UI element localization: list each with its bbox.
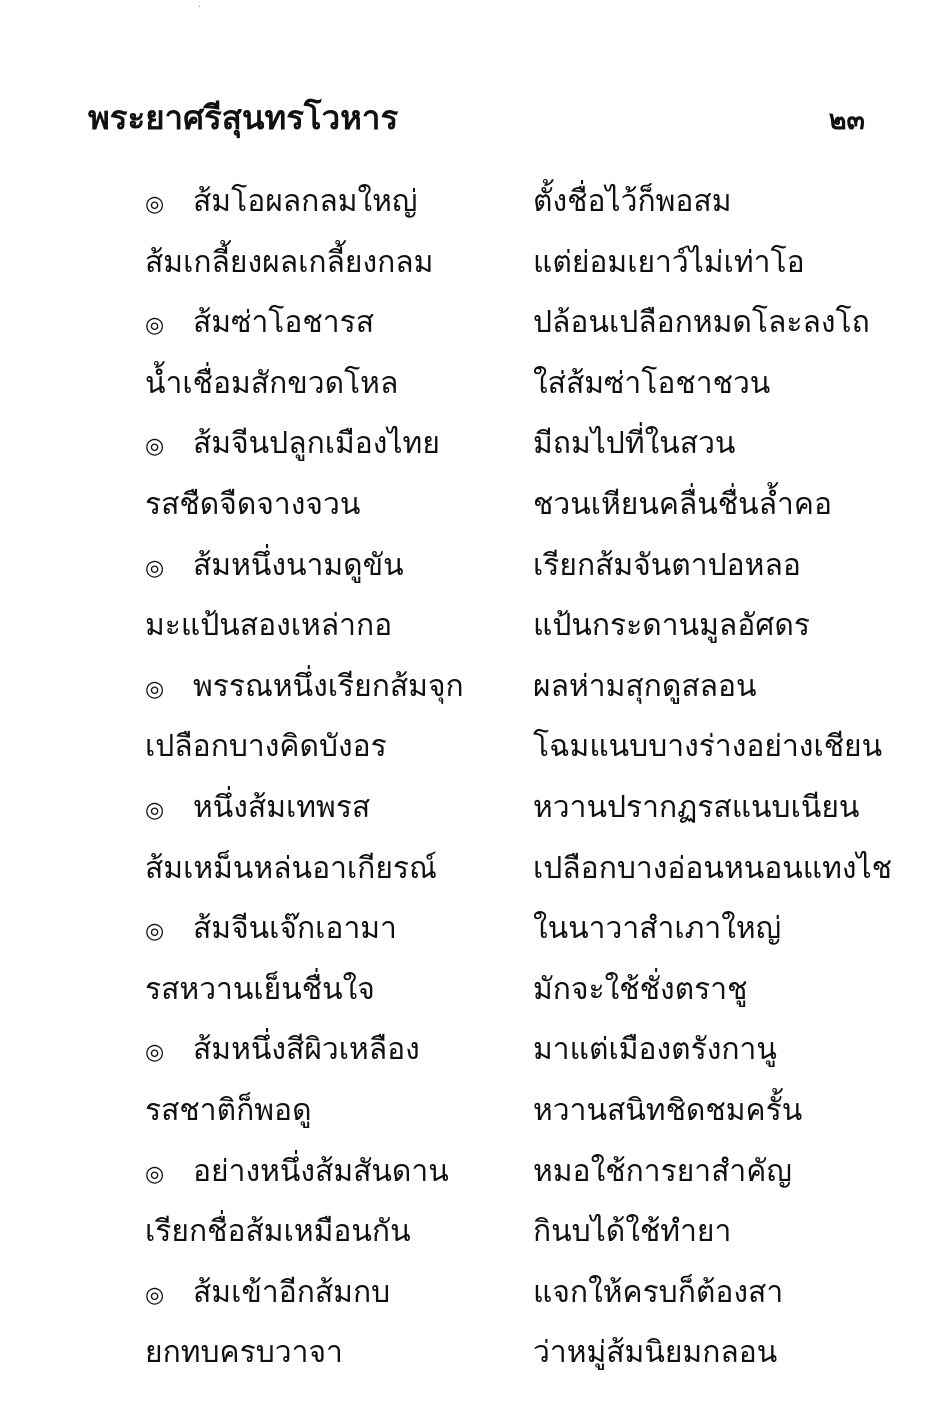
verse-right-text: เรียกส้มจันตาปอหลอ (533, 547, 801, 583)
verse-marker: ◎ (145, 313, 165, 339)
verse-right-text: ใส่ส้มซ่าโอชาชวน (533, 365, 771, 401)
verse-right-text: ชวนเหียนคลื่นชื่นล้ำคอ (533, 486, 832, 522)
verse-right-text: กินบได้ใช้ทำยา (533, 1214, 732, 1250)
verse-left-text: รสหวานเย็นชื่นใจ (145, 971, 375, 1007)
verse-left-text: ส้มหนึ่งนามดูขัน (193, 547, 404, 583)
verse-line (0, 350, 935, 411)
verse-line (0, 410, 935, 471)
verse-line (0, 1259, 935, 1320)
verse-right-text: ตั้งชื่อไว้ก็พอสม (533, 184, 732, 219)
verse-marker: ◎ (145, 797, 165, 823)
verse-line (0, 229, 935, 290)
verse-line (0, 835, 935, 896)
verse-line (0, 471, 935, 532)
verse-right-text: มาแต่เมืองตรังกานู (533, 1032, 777, 1068)
verse-line (0, 532, 935, 593)
verse-right-text: แป้นกระดานมูลอัศดร (533, 608, 810, 644)
verse-right-text: มีถมไปที่ในสวน (533, 426, 736, 462)
verse-right-text: ผลห่ามสุกดูสลอน (533, 668, 757, 704)
verse-left-text: เปลือกบางคิดบังอร (145, 729, 387, 765)
poem-body (0, 168, 935, 1380)
verse-left-text: ส้มจีนเจ๊กเอามา (193, 911, 397, 947)
verse-line (0, 592, 935, 653)
verse-right-text: แจกให้ครบก็ต้องสา (533, 1274, 784, 1310)
verse-marker: ◎ (145, 192, 165, 217)
verse-right-text: หมอใช้การยาสำคัญ (533, 1153, 792, 1189)
verse-left-text: ส้มโอผลกลมใหญ่ (193, 184, 418, 219)
verse-line (0, 1077, 935, 1138)
verse-line (0, 653, 935, 714)
verse-left-text: รสชาติก็พอดู (145, 1092, 312, 1128)
verse-right-text: แต่ย่อมเยาว์ไม่เท่าโอ (533, 244, 805, 280)
verse-line (0, 1198, 935, 1259)
verse-left-text: ส้มเกลี้ยงผลเกลี้ยงกลม (145, 244, 434, 280)
verse-right-text: เปลือกบางอ่อนหนอนแทงไช (533, 850, 892, 886)
verse-line (0, 1016, 935, 1077)
verse-left-text: ส้มหนึ่งสีผิวเหลือง (193, 1032, 420, 1068)
scan-speck: · (198, 2, 202, 13)
verse-left-text: พรรณหนึ่งเรียกส้มจุก (193, 668, 464, 704)
verse-right-text: หวานสนิทชิดชมครั้น (533, 1092, 803, 1128)
verse-right-text: มักจะใช้ชั่งตราชู (533, 971, 748, 1007)
verse-marker: ◎ (145, 555, 165, 581)
verse-left-text: เรียกชื่อส้มเหมือนกัน (145, 1214, 411, 1250)
verse-line (0, 713, 935, 774)
verse-marker: ◎ (145, 1161, 165, 1187)
verse-right-text: โฉมแนบบางร่างอย่างเชียน (533, 729, 883, 765)
verse-right-text: ว่าหมู่ส้มนิยมกลอน (533, 1335, 778, 1371)
verse-right-text: หวานปรากฏรสแนบเนียน (533, 789, 860, 825)
verse-line (0, 774, 935, 835)
verse-left-text: ยกทบครบวาจา (145, 1335, 343, 1371)
page-header-title: พระยาศรีสุนทรโวหาร (88, 98, 399, 137)
verse-line (0, 895, 935, 956)
page-number: ๒๓ (828, 105, 865, 136)
verse-left-text: หนึ่งส้มเทพรส (193, 789, 371, 825)
verse-marker: ◎ (145, 676, 165, 702)
verse-line (0, 956, 935, 1017)
verse-left-text: มะแป้นสองเหล่ากอ (145, 608, 393, 644)
verse-line (0, 1138, 935, 1199)
verse-left-text: รสชืดจืดจางจวน (145, 486, 361, 522)
verse-right-text: ปล้อนเปลือกหมดโละลงโถ (533, 305, 870, 341)
verse-line (0, 168, 935, 229)
verse-marker: ◎ (145, 434, 165, 460)
verse-line (0, 289, 935, 350)
verse-left-text: อย่างหนึ่งส้มสันดาน (193, 1153, 449, 1189)
verse-left-text: น้ำเชื่อมสักขวดโหล (145, 365, 399, 401)
verse-marker: ◎ (145, 919, 165, 945)
verse-left-text: ส้มเหม็นหล่นอาเกียรณ์ (145, 850, 437, 886)
verse-left-text: ส้มจีนปลูกเมืองไทย (193, 426, 440, 462)
verse-marker: ◎ (145, 1040, 165, 1066)
verse-left-text: ส้มเข้าอีกส้มกบ (193, 1274, 391, 1310)
verse-line (0, 1319, 935, 1380)
verse-right-text: ในนาวาสำเภาใหญ่ (533, 911, 782, 947)
verse-marker: ◎ (145, 1282, 165, 1308)
verse-left-text: ส้มซ่าโอชารส (193, 305, 375, 341)
